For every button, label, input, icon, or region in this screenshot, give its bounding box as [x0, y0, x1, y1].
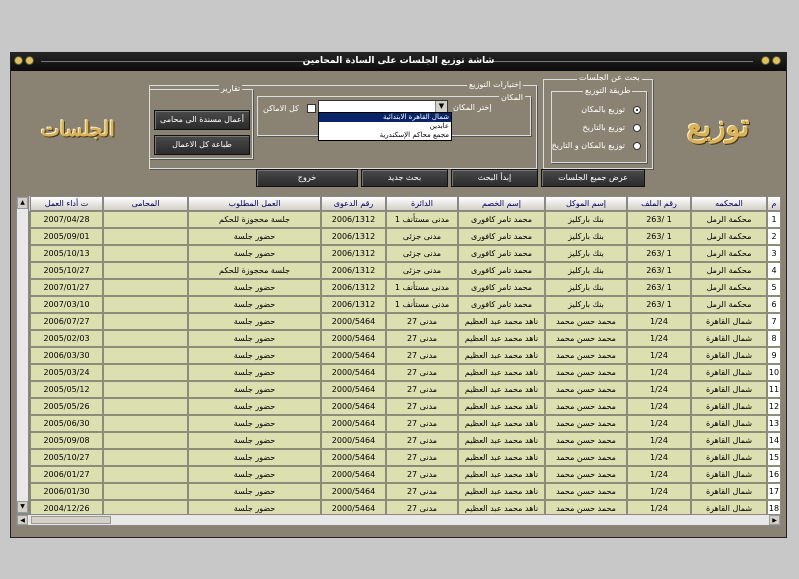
col-case-no-cell[interactable]: 2006/1312: [321, 211, 386, 228]
table-row[interactable]: [16, 483, 781, 500]
col-opponent-cell[interactable]: ناهد محمد عبد العظيم: [458, 381, 545, 398]
col-lawyer-cell[interactable]: [103, 449, 188, 466]
col-case-no-cell[interactable]: 2006/1312: [321, 228, 386, 245]
option-by-place-radio[interactable]: [633, 106, 641, 114]
table-row[interactable]: [16, 228, 781, 245]
col-circuit-cell[interactable]: 1 مدنى مستأنف: [386, 211, 458, 228]
col-opponent-cell[interactable]: ناهد محمد عبد العظيم: [458, 483, 545, 500]
col-client-cell[interactable]: محمد حسن محمد: [545, 432, 627, 449]
col-case-no-cell[interactable]: 2000/5464: [321, 398, 386, 415]
col-file-no-cell[interactable]: 263/ 1: [627, 228, 691, 245]
col-opponent-cell[interactable]: محمد تامر كافورى: [458, 211, 545, 228]
col-circuit-cell[interactable]: 27 مدنى: [386, 415, 458, 432]
col-file-no-cell[interactable]: 1/24: [627, 330, 691, 347]
col-work-date-cell[interactable]: 2007/01/27: [30, 279, 103, 296]
col-work-date-cell[interactable]: 2007/03/10: [30, 296, 103, 313]
col-opponent-cell[interactable]: ناهد محمد عبد العظيم: [458, 449, 545, 466]
col-work-date-cell[interactable]: 2006/01/30: [30, 483, 103, 500]
col-case-no-cell[interactable]: 2000/5464: [321, 500, 386, 514]
col-circuit-cell[interactable]: 1 مدنى مستأنف: [386, 296, 458, 313]
col-circuit-cell[interactable]: 27 مدنى: [386, 330, 458, 347]
col-court-cell[interactable]: محكمة الرمل: [691, 245, 767, 262]
col-court-cell[interactable]: شمال القاهرة: [691, 364, 767, 381]
header-col-lawyer[interactable]: المحامى: [103, 196, 188, 211]
search-group-title: بحث عن الجلسات: [579, 73, 640, 82]
header-col-client[interactable]: إسم الموكل: [545, 196, 627, 211]
col-number-cell[interactable]: 16: [767, 466, 781, 483]
col-opponent-cell[interactable]: محمد تامر كافورى: [458, 228, 545, 245]
col-lawyer-cell[interactable]: [103, 415, 188, 432]
col-opponent-cell[interactable]: محمد تامر كافورى: [458, 245, 545, 262]
all-places-label: كل الاماكن: [263, 104, 299, 113]
place-dropdown-list: [318, 112, 452, 141]
col-circuit-cell[interactable]: مدنى جزئى: [386, 245, 458, 262]
col-case-no-cell[interactable]: 2000/5464: [321, 330, 386, 347]
vertical-scrollbar[interactable]: [16, 196, 29, 514]
table-row[interactable]: [16, 432, 781, 449]
col-court-cell[interactable]: شمال القاهرة: [691, 330, 767, 347]
all-places-checkbox[interactable]: [307, 104, 316, 113]
col-required-work-cell[interactable]: حضور جلسة: [188, 381, 321, 398]
col-opponent-cell[interactable]: ناهد محمد عبد العظيم: [458, 466, 545, 483]
col-required-work-cell[interactable]: حضور جلسة: [188, 466, 321, 483]
col-number-cell[interactable]: 4: [767, 262, 781, 279]
table-row[interactable]: [16, 313, 781, 330]
col-circuit-cell[interactable]: 27 مدنى: [386, 364, 458, 381]
col-lawyer-cell[interactable]: [103, 364, 188, 381]
col-court-cell[interactable]: شمال القاهرة: [691, 398, 767, 415]
col-circuit-cell[interactable]: مدنى جزئى: [386, 228, 458, 245]
horizontal-scrollbar[interactable]: [16, 514, 781, 526]
col-court-cell[interactable]: شمال القاهرة: [691, 466, 767, 483]
option-by-place-date-label: توزيع بالمكان و التاريخ: [551, 141, 625, 150]
col-opponent-cell[interactable]: ناهد محمد عبد العظيم: [458, 398, 545, 415]
option-by-date-radio[interactable]: [633, 124, 641, 132]
col-file-no-cell[interactable]: 1/24: [627, 500, 691, 514]
col-court-cell[interactable]: شمال القاهرة: [691, 483, 767, 500]
col-opponent-cell[interactable]: ناهد محمد عبد العظيم: [458, 415, 545, 432]
table-row[interactable]: [16, 449, 781, 466]
col-required-work-cell[interactable]: جلسة محجوزة للحكم: [188, 262, 321, 279]
col-lawyer-cell[interactable]: [103, 398, 188, 415]
col-case-no-cell[interactable]: 2006/1312: [321, 296, 386, 313]
col-number-cell[interactable]: 8: [767, 330, 781, 347]
col-required-work-cell[interactable]: حضور جلسة: [188, 330, 321, 347]
exit-button[interactable]: خروج: [256, 169, 358, 187]
col-client-cell[interactable]: بنك باركليز: [545, 245, 627, 262]
col-lawyer-cell[interactable]: [103, 483, 188, 500]
col-circuit-cell[interactable]: 27 مدنى: [386, 500, 458, 514]
col-file-no-cell[interactable]: 263/ 1: [627, 262, 691, 279]
col-file-no-cell[interactable]: 1/24: [627, 364, 691, 381]
table-row[interactable]: [16, 381, 781, 398]
col-case-no-cell[interactable]: 2000/5464: [321, 347, 386, 364]
window-title: شاشة توزيع الجلسات على السادة المحامين: [302, 56, 495, 66]
col-opponent-cell[interactable]: ناهد محمد عبد العظيم: [458, 330, 545, 347]
header-col-required-work[interactable]: العمل المطلوب: [188, 196, 321, 211]
col-number-cell[interactable]: 7: [767, 313, 781, 330]
heading-jalasat: الجلسات: [41, 117, 115, 141]
new-search-button[interactable]: بحث جديد: [361, 169, 448, 187]
reports-group-title: تقارير: [221, 84, 241, 93]
col-number-cell[interactable]: 10: [767, 364, 781, 381]
col-client-cell[interactable]: بنك باركليز: [545, 211, 627, 228]
table-row[interactable]: [16, 347, 781, 364]
col-file-no-cell[interactable]: 1/24: [627, 313, 691, 330]
table-row[interactable]: [16, 398, 781, 415]
table-row[interactable]: [16, 330, 781, 347]
col-opponent-cell[interactable]: ناهد محمد عبد العظيم: [458, 313, 545, 330]
chevron-down-icon[interactable]: ▼: [435, 101, 447, 112]
option-by-place-label: توزيع بالمكان: [581, 105, 625, 114]
col-client-cell[interactable]: محمد حسن محمد: [545, 483, 627, 500]
table-row[interactable]: [16, 466, 781, 483]
col-opponent-cell[interactable]: ناهد محمد عبد العظيم: [458, 347, 545, 364]
col-court-cell[interactable]: شمال القاهرة: [691, 415, 767, 432]
choose-place-label: إختر المكان: [453, 103, 492, 112]
col-required-work-cell[interactable]: حضور جلسة: [188, 279, 321, 296]
col-court-cell[interactable]: شمال القاهرة: [691, 432, 767, 449]
col-circuit-cell[interactable]: مدنى جزئى: [386, 262, 458, 279]
header-col-circuit[interactable]: الدائرة: [386, 196, 458, 211]
col-case-no-cell[interactable]: 2006/1312: [321, 245, 386, 262]
col-lawyer-cell[interactable]: [103, 262, 188, 279]
dropdown-option[interactable]: شمال القاهرة الابتدائية: [319, 113, 451, 122]
col-work-date-cell[interactable]: 2005/10/27: [30, 449, 103, 466]
show-all-sessions-button[interactable]: عرض جميع الجلسات: [541, 169, 645, 187]
table-row[interactable]: [16, 245, 781, 262]
col-required-work-cell[interactable]: حضور جلسة: [188, 483, 321, 500]
col-lawyer-cell[interactable]: [103, 296, 188, 313]
col-file-no-cell[interactable]: 1/24: [627, 347, 691, 364]
col-circuit-cell[interactable]: 27 مدنى: [386, 432, 458, 449]
col-lawyer-cell[interactable]: [103, 313, 188, 330]
header-col-case-no[interactable]: رقم الدعوى: [321, 196, 386, 211]
header-col-court[interactable]: المحكمه: [691, 196, 767, 211]
col-required-work-cell[interactable]: حضور جلسة: [188, 296, 321, 313]
col-court-cell[interactable]: شمال القاهرة: [691, 449, 767, 466]
sessions-table: [16, 196, 781, 514]
col-circuit-cell[interactable]: 27 مدنى: [386, 466, 458, 483]
col-work-date-cell[interactable]: 2005/03/24: [30, 364, 103, 381]
col-required-work-cell[interactable]: حضور جلسة: [188, 364, 321, 381]
col-court-cell[interactable]: شمال القاهرة: [691, 347, 767, 364]
col-number-cell[interactable]: 1: [767, 211, 781, 228]
col-number-cell[interactable]: 13: [767, 415, 781, 432]
col-number-cell[interactable]: 2: [767, 228, 781, 245]
col-file-no-cell[interactable]: 263/ 1: [627, 245, 691, 262]
col-work-date-cell[interactable]: 2005/02/03: [30, 330, 103, 347]
col-work-date-cell[interactable]: 2005/09/01: [30, 228, 103, 245]
col-court-cell[interactable]: شمال القاهرة: [691, 500, 767, 514]
table-row[interactable]: [16, 415, 781, 432]
col-circuit-cell[interactable]: 1 مدنى مستأنف: [386, 279, 458, 296]
scroll-down-icon[interactable]: ▼: [17, 501, 28, 513]
col-work-date-cell[interactable]: 2005/05/12: [30, 381, 103, 398]
dropdown-option[interactable]: عابدين: [429, 122, 449, 130]
col-client-cell[interactable]: محمد حسن محمد: [545, 347, 627, 364]
col-required-work-cell[interactable]: حضور جلسة: [188, 347, 321, 364]
col-lawyer-cell[interactable]: [103, 245, 188, 262]
col-work-date-cell[interactable]: 2007/04/28: [30, 211, 103, 228]
col-opponent-cell[interactable]: ناهد محمد عبد العظيم: [458, 432, 545, 449]
col-circuit-cell[interactable]: 27 مدنى: [386, 381, 458, 398]
col-number-cell[interactable]: 9: [767, 347, 781, 364]
header-col-file-no[interactable]: رقم الملف: [627, 196, 691, 211]
col-work-date-cell[interactable]: 2006/03/30: [30, 347, 103, 364]
col-opponent-cell[interactable]: ناهد محمد عبد العظيم: [458, 364, 545, 381]
col-client-cell[interactable]: محمد حسن محمد: [545, 449, 627, 466]
place-group-title: المكان: [501, 93, 524, 102]
col-court-cell[interactable]: محكمة الرمل: [691, 296, 767, 313]
option-by-place-date-radio[interactable]: [633, 142, 641, 150]
col-file-no-cell[interactable]: 1/24: [627, 466, 691, 483]
col-file-no-cell[interactable]: 1/24: [627, 381, 691, 398]
col-file-no-cell[interactable]: 263/ 1: [627, 211, 691, 228]
col-opponent-cell[interactable]: محمد تامر كافورى: [458, 279, 545, 296]
col-case-no-cell[interactable]: 2000/5464: [321, 483, 386, 500]
heading-tawzee: توزيع: [687, 109, 750, 144]
table-row[interactable]: [16, 211, 781, 228]
col-number-cell[interactable]: 14: [767, 432, 781, 449]
col-case-no-cell[interactable]: 2000/5464: [321, 466, 386, 483]
col-case-no-cell[interactable]: 2000/5464: [321, 449, 386, 466]
col-circuit-cell[interactable]: 27 مدنى: [386, 449, 458, 466]
col-opponent-cell[interactable]: ناهد محمد عبد العظيم: [458, 500, 545, 514]
col-lawyer-cell[interactable]: [103, 228, 188, 245]
col-circuit-cell[interactable]: 27 مدنى: [386, 483, 458, 500]
col-circuit-cell[interactable]: 27 مدنى: [386, 398, 458, 415]
col-court-cell[interactable]: محكمة الرمل: [691, 279, 767, 296]
col-work-date-cell[interactable]: 2005/10/13: [30, 245, 103, 262]
col-client-cell[interactable]: محمد حسن محمد: [545, 330, 627, 347]
col-client-cell[interactable]: محمد حسن محمد: [545, 466, 627, 483]
title-bar: [11, 53, 786, 71]
col-required-work-cell[interactable]: حضور جلسة: [188, 228, 321, 245]
col-lawyer-cell[interactable]: [103, 279, 188, 296]
col-file-no-cell[interactable]: 1/24: [627, 483, 691, 500]
col-client-cell[interactable]: محمد حسن محمد: [545, 313, 627, 330]
col-client-cell[interactable]: محمد حسن محمد: [545, 500, 627, 514]
col-file-no-cell[interactable]: 263/ 1: [627, 279, 691, 296]
col-number-cell[interactable]: 15: [767, 449, 781, 466]
col-case-no-cell[interactable]: 2006/1312: [321, 262, 386, 279]
start-search-button[interactable]: إبدأ البحث: [451, 169, 538, 187]
table-row[interactable]: [16, 296, 781, 313]
col-number-cell[interactable]: 18: [767, 500, 781, 514]
scroll-thumb[interactable]: [31, 516, 111, 524]
col-work-date-cell[interactable]: 2004/12/26: [30, 500, 103, 514]
col-lawyer-cell[interactable]: [103, 381, 188, 398]
col-file-no-cell[interactable]: 1/24: [627, 449, 691, 466]
col-circuit-cell[interactable]: 27 مدنى: [386, 313, 458, 330]
print-all-works-button[interactable]: طباعة كل الاعمال: [154, 135, 250, 155]
col-file-no-cell[interactable]: 1/24: [627, 415, 691, 432]
col-lawyer-cell[interactable]: [103, 432, 188, 449]
scroll-left-icon[interactable]: ◀: [17, 515, 28, 525]
header-col-number[interactable]: م: [767, 196, 781, 211]
col-required-work-cell[interactable]: حضور جلسة: [188, 245, 321, 262]
col-number-cell[interactable]: 5: [767, 279, 781, 296]
col-case-no-cell[interactable]: 2000/5464: [321, 313, 386, 330]
col-file-no-cell[interactable]: 263/ 1: [627, 296, 691, 313]
dropdown-option[interactable]: مجمع محاكم الإسكندرية: [379, 131, 449, 139]
col-number-cell[interactable]: 12: [767, 398, 781, 415]
col-client-cell[interactable]: محمد حسن محمد: [545, 415, 627, 432]
col-work-date-cell[interactable]: 2005/06/30: [30, 415, 103, 432]
col-required-work-cell[interactable]: حضور جلسة: [188, 449, 321, 466]
col-lawyer-cell[interactable]: [103, 466, 188, 483]
col-required-work-cell[interactable]: حضور جلسة: [188, 398, 321, 415]
col-court-cell[interactable]: محكمة الرمل: [691, 211, 767, 228]
col-client-cell[interactable]: محمد حسن محمد: [545, 398, 627, 415]
col-client-cell[interactable]: بنك باركليز: [545, 228, 627, 245]
col-case-no-cell[interactable]: 2000/5464: [321, 364, 386, 381]
col-case-no-cell[interactable]: 2000/5464: [321, 381, 386, 398]
col-court-cell[interactable]: شمال القاهرة: [691, 381, 767, 398]
col-opponent-cell[interactable]: محمد تامر كافورى: [458, 262, 545, 279]
col-lawyer-cell[interactable]: [103, 330, 188, 347]
col-case-no-cell[interactable]: 2006/1312: [321, 279, 386, 296]
col-client-cell[interactable]: بنك باركليز: [545, 296, 627, 313]
col-required-work-cell[interactable]: حضور جلسة: [188, 432, 321, 449]
col-work-date-cell[interactable]: 2005/10/27: [30, 262, 103, 279]
col-lawyer-cell[interactable]: [103, 211, 188, 228]
col-number-cell[interactable]: 11: [767, 381, 781, 398]
scroll-right-icon[interactable]: ▶: [769, 515, 780, 525]
table-row[interactable]: [16, 279, 781, 296]
col-required-work-cell[interactable]: حضور جلسة: [188, 313, 321, 330]
col-lawyer-cell[interactable]: [103, 500, 188, 514]
col-court-cell[interactable]: محكمة الرمل: [691, 228, 767, 245]
col-court-cell[interactable]: شمال القاهرة: [691, 313, 767, 330]
col-work-date-cell[interactable]: 2005/05/26: [30, 398, 103, 415]
col-work-date-cell[interactable]: 2006/07/27: [30, 313, 103, 330]
col-work-date-cell[interactable]: 2006/01/27: [30, 466, 103, 483]
col-client-cell[interactable]: محمد حسن محمد: [545, 364, 627, 381]
col-number-cell[interactable]: 17: [767, 483, 781, 500]
table-row[interactable]: [16, 500, 781, 514]
col-work-date-cell[interactable]: 2005/09/08: [30, 432, 103, 449]
col-file-no-cell[interactable]: 1/24: [627, 432, 691, 449]
col-client-cell[interactable]: بنك باركليز: [545, 262, 627, 279]
col-required-work-cell[interactable]: جلسة محجوزة للحكم: [188, 211, 321, 228]
col-circuit-cell[interactable]: 27 مدنى: [386, 347, 458, 364]
col-opponent-cell[interactable]: محمد تامر كافورى: [458, 296, 545, 313]
assigned-works-button[interactable]: أعمال مسندة الى محامى: [154, 110, 250, 130]
header-col-work-date[interactable]: ت أداء العمل: [30, 196, 103, 211]
col-court-cell[interactable]: محكمة الرمل: [691, 262, 767, 279]
col-case-no-cell[interactable]: 2000/5464: [321, 415, 386, 432]
col-file-no-cell[interactable]: 1/24: [627, 398, 691, 415]
col-lawyer-cell[interactable]: [103, 347, 188, 364]
method-group-title: طريقة التوزيع: [585, 86, 631, 95]
col-client-cell[interactable]: محمد حسن محمد: [545, 381, 627, 398]
col-client-cell[interactable]: بنك باركليز: [545, 279, 627, 296]
table-row[interactable]: [16, 262, 781, 279]
col-number-cell[interactable]: 3: [767, 245, 781, 262]
distribution-window: [10, 52, 787, 538]
col-number-cell[interactable]: 6: [767, 296, 781, 313]
scroll-up-icon[interactable]: ▲: [17, 197, 28, 209]
col-required-work-cell[interactable]: حضور جلسة: [188, 500, 321, 514]
distribution-group-title: إختيارات التوزيع: [469, 80, 522, 89]
col-case-no-cell[interactable]: 2000/5464: [321, 432, 386, 449]
table-row[interactable]: [16, 364, 781, 381]
header-col-opponent[interactable]: إسم الخصم: [458, 196, 545, 211]
table-header: [16, 196, 781, 211]
option-by-date-label: توزيع بالتاريخ: [582, 123, 625, 132]
col-required-work-cell[interactable]: حضور جلسة: [188, 415, 321, 432]
